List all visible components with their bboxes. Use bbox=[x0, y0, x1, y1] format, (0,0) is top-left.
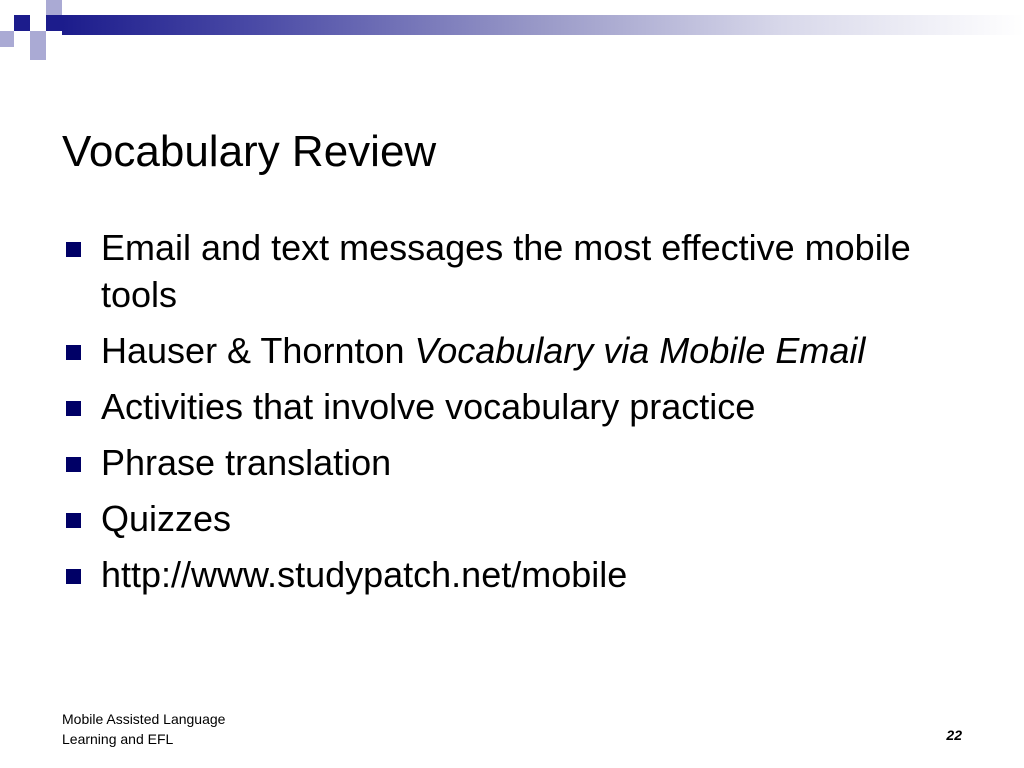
bullet-text: Email and text messages the most effective mobile tools bbox=[101, 227, 911, 315]
bullet-item bbox=[62, 383, 942, 430]
decor-square-dark bbox=[46, 15, 62, 31]
footer-line-2: Learning and EFL bbox=[62, 731, 174, 747]
square-bullet-icon bbox=[66, 401, 81, 416]
bullet-text: Activities that involve vocabulary practice bbox=[101, 386, 756, 427]
decor-square-light bbox=[30, 46, 46, 60]
decor-square-dark bbox=[14, 15, 30, 31]
square-bullet-icon bbox=[66, 345, 81, 360]
slide-title: Vocabulary Review bbox=[62, 127, 437, 176]
bullet-item bbox=[62, 439, 942, 486]
bullet-italic-title: Vocabulary via Mobile Email bbox=[414, 330, 866, 371]
square-bullet-icon bbox=[66, 242, 81, 257]
bullet-list bbox=[62, 224, 942, 607]
footer-line-1: Mobile Assisted Language bbox=[62, 711, 226, 727]
bullet-item bbox=[62, 327, 942, 374]
footer-text bbox=[62, 709, 225, 749]
bullet-text: Phrase translation bbox=[101, 442, 392, 483]
square-bullet-icon bbox=[66, 513, 81, 528]
decor-square-light bbox=[0, 31, 14, 47]
header-gradient-bar bbox=[62, 15, 1024, 35]
decor-square-light bbox=[46, 0, 62, 15]
square-bullet-icon bbox=[66, 569, 81, 584]
bullet-text: Quizzes bbox=[101, 498, 232, 539]
page-number: 22 bbox=[946, 727, 962, 743]
square-bullet-icon bbox=[66, 457, 81, 472]
bullet-item bbox=[62, 224, 942, 318]
bullet-link-text: http://www.studypatch.net/mobile bbox=[101, 554, 628, 595]
bullet-item bbox=[62, 495, 942, 542]
decor-square-light bbox=[30, 31, 46, 47]
bullet-item bbox=[62, 551, 942, 598]
bullet-text: Hauser & Thornton bbox=[101, 330, 415, 371]
